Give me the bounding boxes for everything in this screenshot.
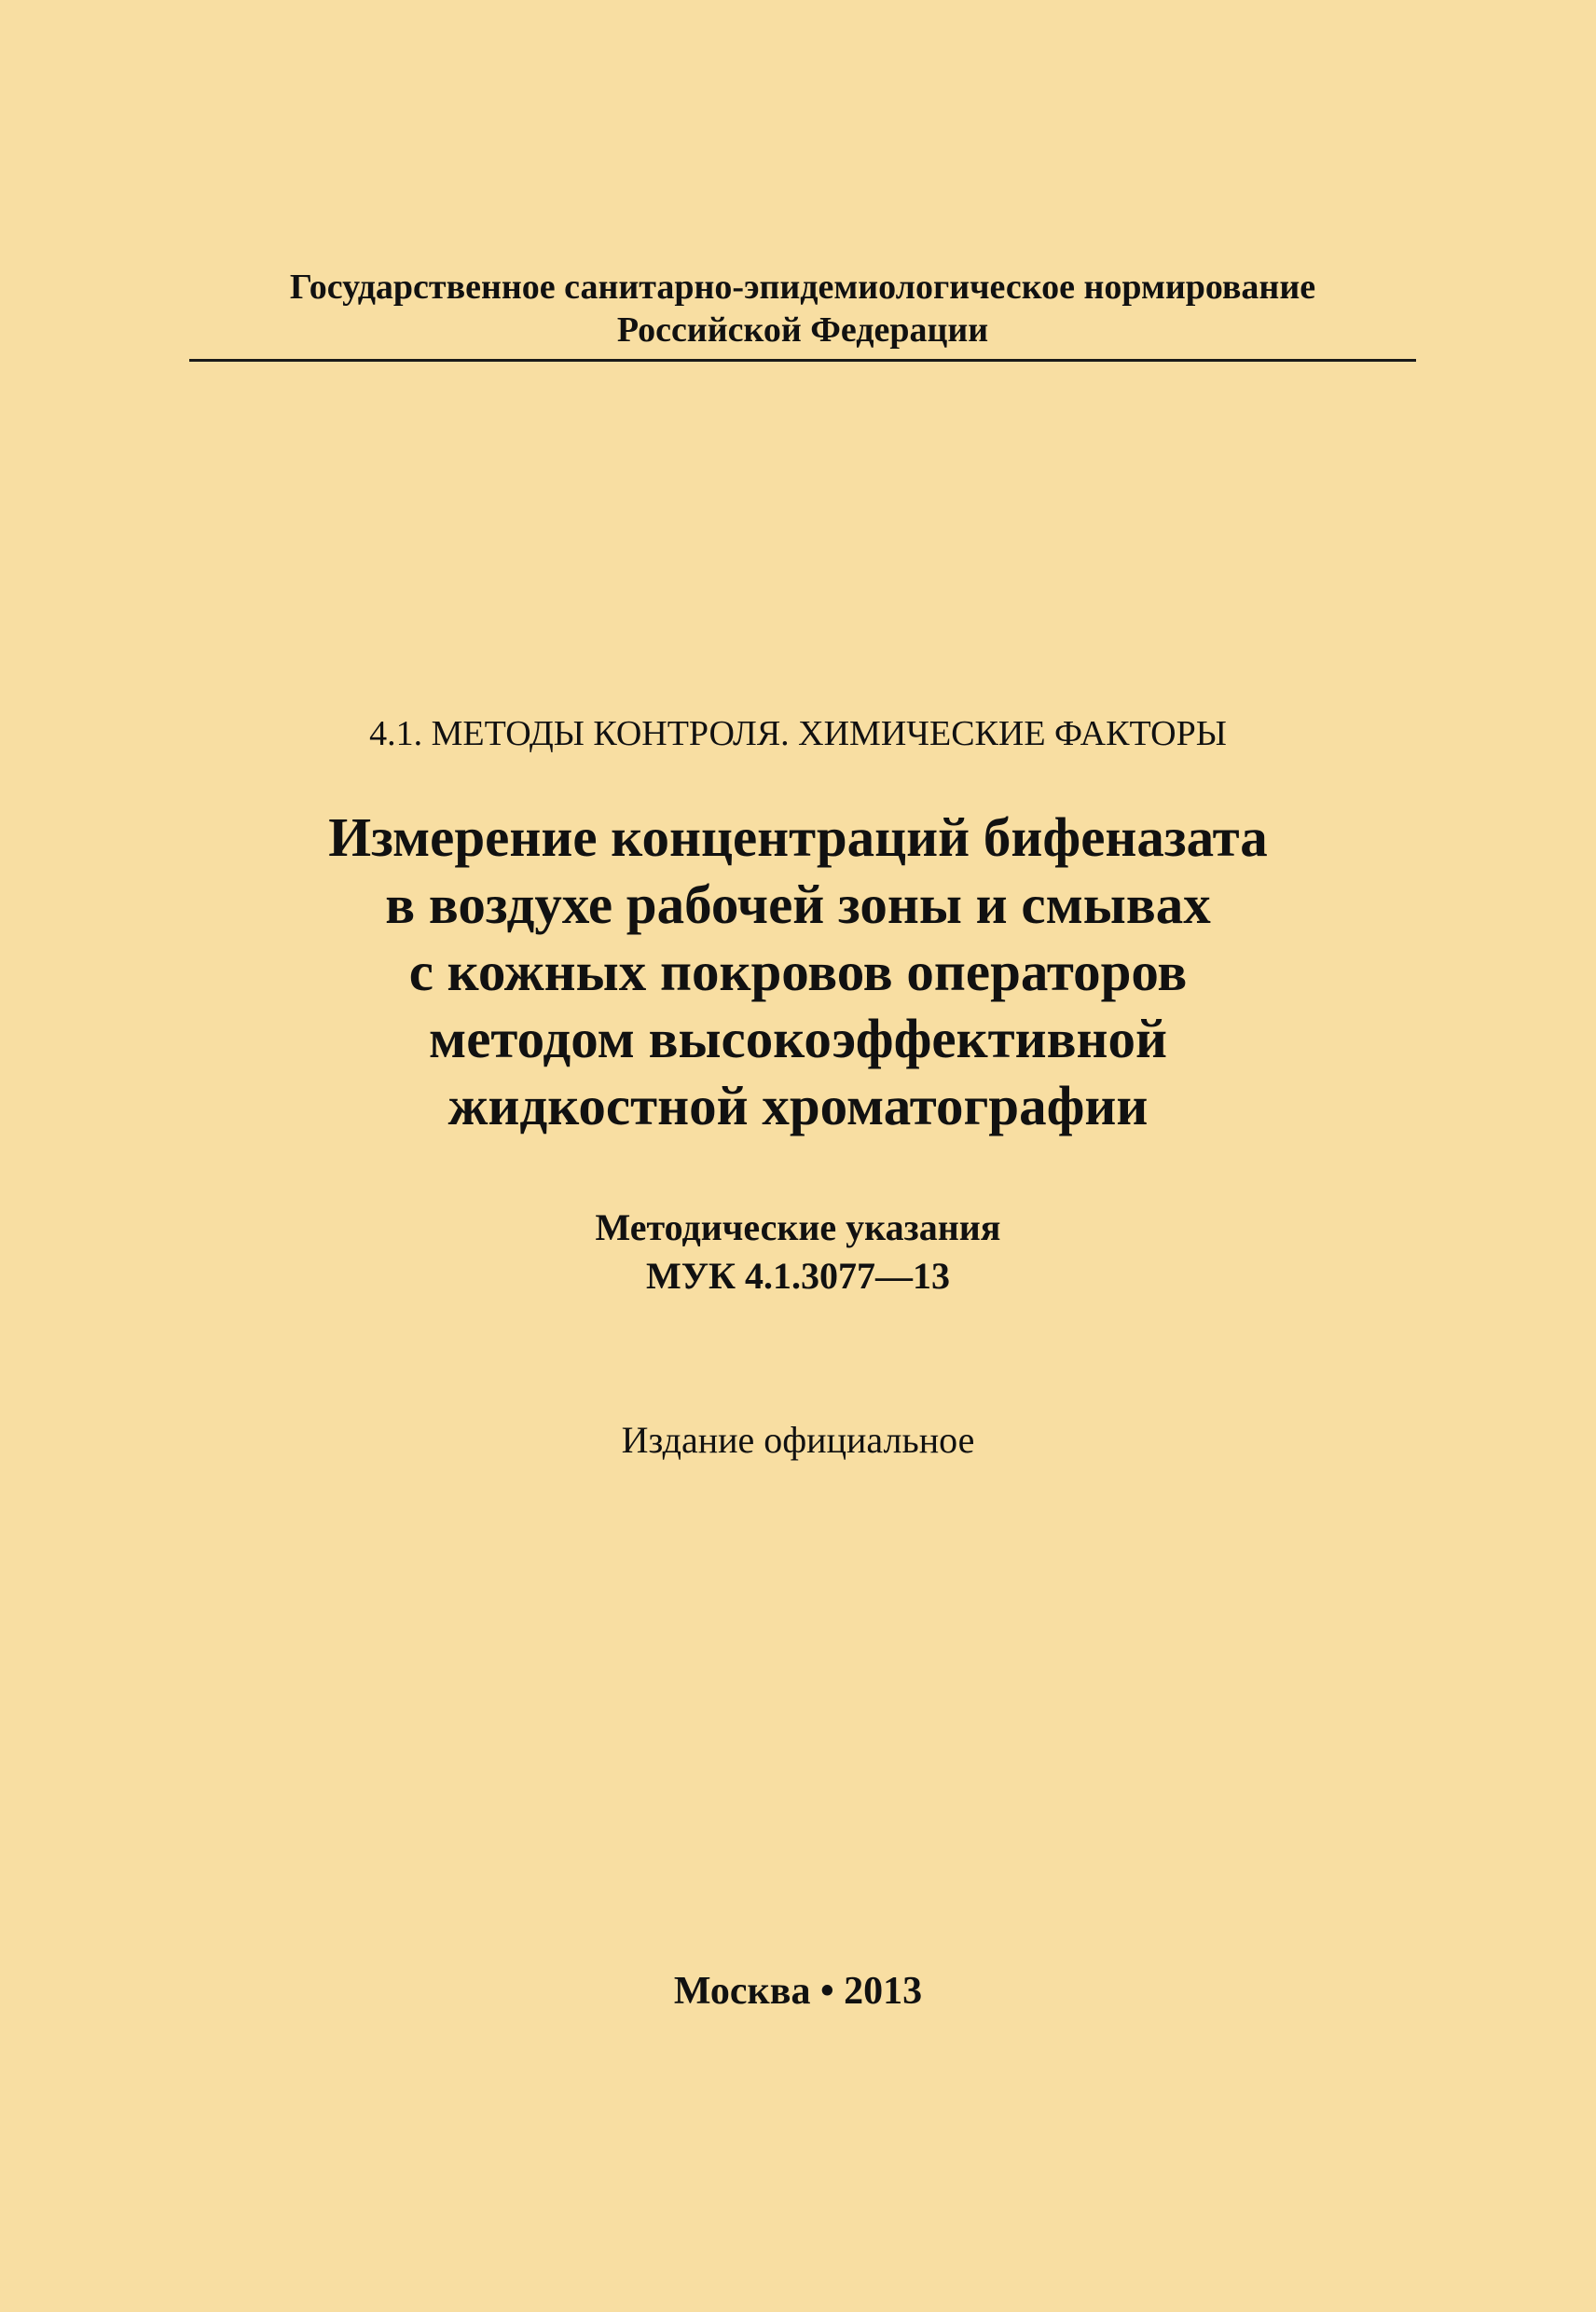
title-line-2: в воздухе рабочей зоны и смывах bbox=[385, 874, 1211, 935]
document-type bbox=[0, 1204, 1596, 1300]
document-code: МУК 4.1.3077—13 bbox=[645, 1255, 951, 1297]
header-line-1: Государственное санитарно-эпидемиологическое нормирование bbox=[289, 268, 1316, 307]
header-divider bbox=[189, 359, 1416, 362]
document-title bbox=[0, 804, 1596, 1139]
title-line-5: жидкостной хроматографии bbox=[447, 1075, 1149, 1136]
series-title: 4.1. МЕТОДЫ КОНТРОЛЯ. ХИМИЧЕСКИЕ ФАКТОРЫ bbox=[369, 714, 1227, 753]
title-line-3: с кожных покровов операторов bbox=[408, 941, 1188, 1002]
title-line-1: Измерение концентраций бифеназата bbox=[328, 806, 1268, 868]
imprint: Москва • 2013 bbox=[673, 1970, 923, 2013]
title-line-4: методом высокоэффективной bbox=[429, 1008, 1167, 1069]
issuing-authority-header bbox=[189, 266, 1416, 351]
edition-label: Издание официальное bbox=[621, 1419, 975, 1461]
document-kind: Методические указания bbox=[595, 1206, 1001, 1248]
header-line-2: Российской Федерации bbox=[616, 310, 989, 350]
